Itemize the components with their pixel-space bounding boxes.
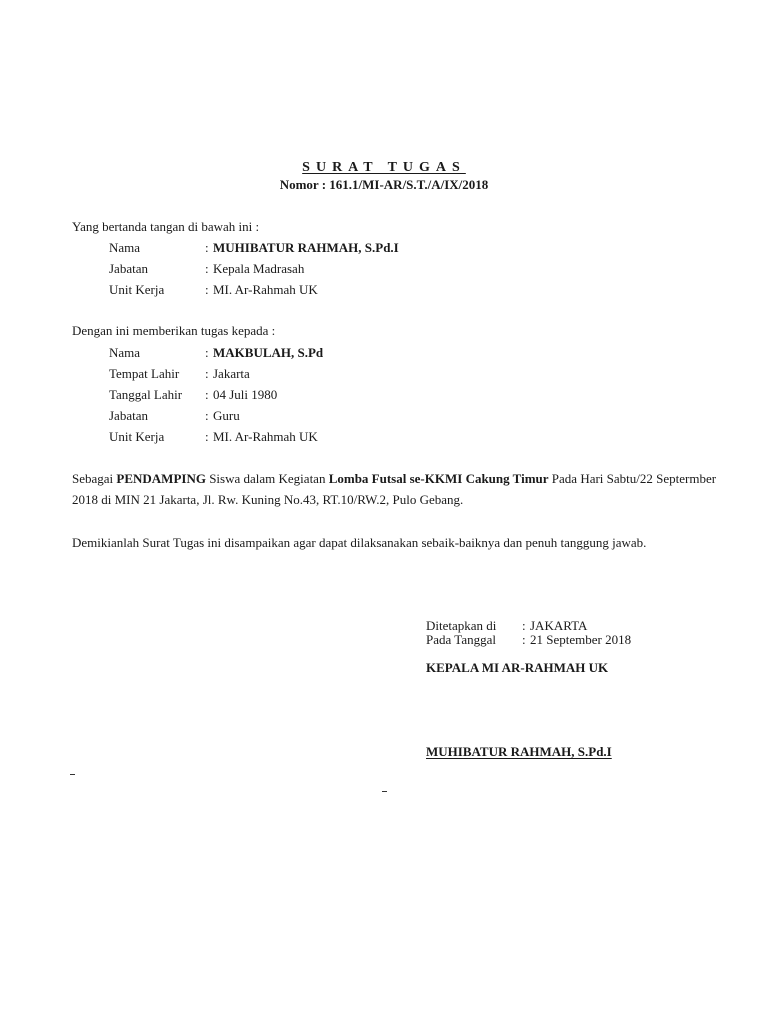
field-value: Kepala Madrasah <box>213 261 305 276</box>
field-label: Nama <box>109 345 141 360</box>
letter-title: SURAT TUGAS <box>302 160 466 175</box>
signer-name: MUHIBATUR RAHMAH, S.Pd.I <box>426 744 612 759</box>
assignment-text-1: Sebagai <box>72 471 117 486</box>
sign-date-value: 21 September 2018 <box>530 632 632 647</box>
assignment-paragraph <box>72 468 722 510</box>
field-colon: : <box>205 387 209 402</box>
field-value: Guru <box>213 408 240 423</box>
field-value: MI. Ar-Rahmah UK <box>213 429 318 444</box>
field-value: Jakarta <box>213 366 250 381</box>
field-label: Unit Kerja <box>109 429 165 444</box>
signer-intro: Yang bertanda tangan di bawah ini : <box>72 219 260 234</box>
field-colon: : <box>205 240 209 255</box>
sign-date-colon: : <box>522 632 526 647</box>
sign-place-label: Ditetapkan di <box>426 618 497 633</box>
field-colon: : <box>205 408 209 423</box>
field-value: MAKBULAH, S.Pd <box>213 345 324 360</box>
field-colon: : <box>205 345 209 360</box>
field-value: MI. Ar-Rahmah UK <box>213 282 318 297</box>
field-label: Tempat Lahir <box>109 366 180 381</box>
field-colon: : <box>205 429 209 444</box>
assignee-intro: Dengan ini memberikan tugas kepada : <box>72 323 276 338</box>
field-label: Nama <box>109 240 141 255</box>
stray-mark <box>70 774 75 775</box>
assignment-role: PENDAMPING <box>116 471 206 486</box>
letter-number: Nomor : 161.1/MI-AR/S.T./A/IX/2018 <box>279 177 489 192</box>
field-colon: : <box>205 366 209 381</box>
sign-date-label: Pada Tanggal <box>426 632 496 647</box>
field-colon: : <box>205 282 209 297</box>
field-label: Jabatan <box>109 408 148 423</box>
assignment-text-3: Pada Hari Sabtu/22 Septermber 2018 di MIN 21 Jakarta, Jl. Rw. Kuning No.43, RT.10/RW.2, Pulo Gebang. <box>72 471 717 507</box>
assignment-text-2: Siswa dalam Kegiatan <box>205 471 329 486</box>
stray-mark <box>382 791 387 792</box>
closing-paragraph: Demikianlah Surat Tugas ini disampaikan agar dapat dilaksanakan sebaik-baiknya dan penuh tanggung jawab. <box>72 535 647 550</box>
assignment-event: Lomba Futsal se-KKMI Cakung Timur <box>328 471 549 486</box>
sign-place-value: JAKARTA <box>530 618 588 633</box>
sign-place-colon: : <box>522 618 526 633</box>
field-value: MUHIBATUR RAHMAH, S.Pd.I <box>213 240 399 255</box>
field-label: Jabatan <box>109 261 148 276</box>
field-value: 04 Juli 1980 <box>213 387 278 402</box>
field-label: Unit Kerja <box>109 282 165 297</box>
field-colon: : <box>205 261 209 276</box>
field-label: Tanggal Lahir <box>109 387 183 402</box>
signer-position-title: KEPALA MI AR-RAHMAH UK <box>426 660 609 675</box>
